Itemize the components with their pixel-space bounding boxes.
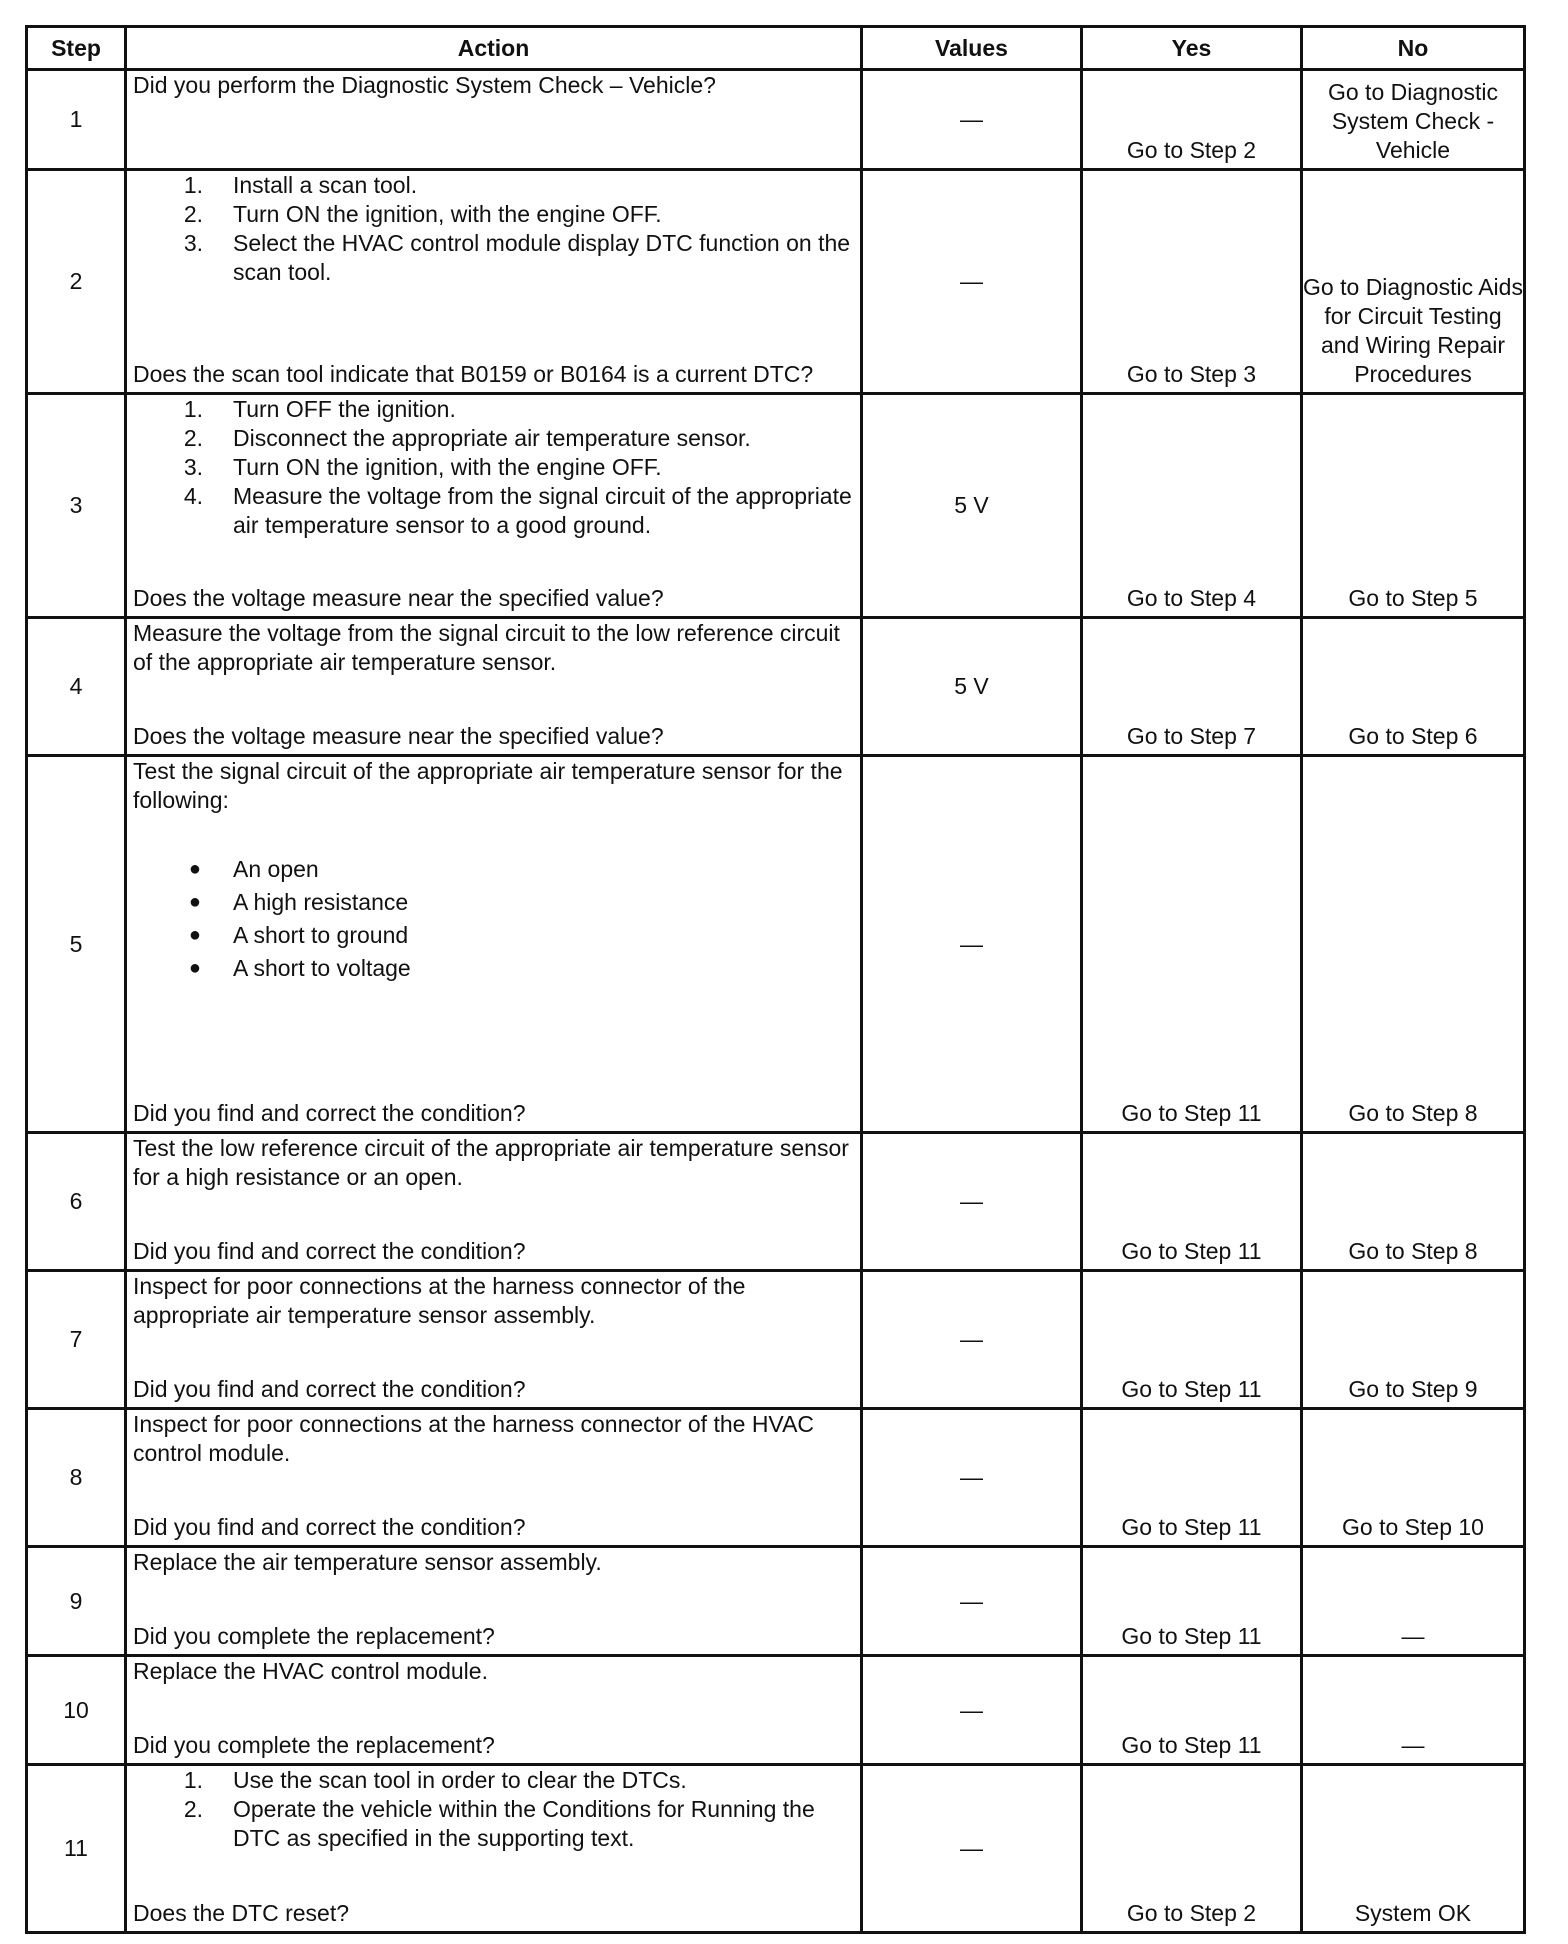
header-yes: Yes xyxy=(1082,27,1302,70)
table-row xyxy=(27,1656,1525,1765)
action-steps-list xyxy=(133,171,852,287)
value-cell: — xyxy=(862,1409,1082,1547)
list-item: ● A short to ground xyxy=(188,922,409,948)
no-target: Go to Step 8 xyxy=(1348,1238,1478,1264)
value-cell: — xyxy=(862,756,1082,1133)
table-row xyxy=(27,618,1525,756)
value-cell: — xyxy=(862,170,1082,394)
no-cell xyxy=(1302,1271,1525,1409)
no-cell xyxy=(1302,394,1525,618)
table-row xyxy=(27,394,1525,618)
list-item: 1. Turn OFF the ignition. xyxy=(183,396,456,422)
value-cell: 5 V xyxy=(862,618,1082,756)
value-cell: — xyxy=(862,1765,1082,1933)
no-target: Go to Step 10 xyxy=(1342,1514,1484,1540)
list-item: 1. Use the scan tool in order to clear the DTCs. xyxy=(183,1767,687,1793)
yes-target: Go to Step 11 xyxy=(1121,1376,1262,1402)
condition-list xyxy=(133,853,852,985)
list-item: 2. Operate the vehicle within the Conditions for Running the DTC as specified in the supporting text. xyxy=(183,1796,815,1851)
step-number: 1 xyxy=(27,70,126,170)
table-row xyxy=(27,1547,1525,1656)
table-row xyxy=(27,170,1525,394)
value-cell: 5 V xyxy=(862,394,1082,618)
no-target: — xyxy=(1401,1623,1425,1649)
diagnostic-table xyxy=(25,25,1526,1934)
action-instruction: Test the signal circuit of the appropriate air temperature sensor for the following: xyxy=(133,758,843,813)
yes-target: Go to Step 11 xyxy=(1121,1732,1262,1758)
yes-target: Go to Step 2 xyxy=(1126,137,1257,163)
yes-cell xyxy=(1082,1409,1302,1547)
no-cell xyxy=(1302,756,1525,1133)
table-row xyxy=(27,1765,1525,1933)
yes-cell xyxy=(1082,170,1302,394)
value-cell: — xyxy=(862,1547,1082,1656)
step-number: 6 xyxy=(27,1133,126,1271)
no-target: Go to Step 9 xyxy=(1348,1376,1478,1402)
action-instruction: Replace the air temperature sensor assembly. xyxy=(133,1549,602,1575)
no-cell xyxy=(1302,1656,1525,1765)
no-cell xyxy=(1302,1133,1525,1271)
yes-target: Go to Step 11 xyxy=(1121,1238,1262,1264)
yes-target: Go to Step 4 xyxy=(1126,585,1257,611)
action-question: Did you find and correct the condition? xyxy=(133,1100,526,1126)
table-row xyxy=(27,1271,1525,1409)
value-cell: — xyxy=(862,70,1082,170)
no-cell xyxy=(1302,1547,1525,1656)
action-cell xyxy=(126,756,862,1133)
action-question: Did you find and correct the condition? xyxy=(133,1514,526,1540)
step-number: 7 xyxy=(27,1271,126,1409)
action-question: Does the DTC reset? xyxy=(133,1900,350,1926)
no-target: Go to Step 8 xyxy=(1348,1100,1478,1126)
action-question: Did you find and correct the condition? xyxy=(133,1376,526,1402)
step-number: 2 xyxy=(27,170,126,394)
step-number: 3 xyxy=(27,394,126,618)
header-values: Values xyxy=(862,27,1082,70)
action-instruction: Replace the HVAC control module. xyxy=(133,1658,488,1684)
yes-target: Go to Step 2 xyxy=(1126,1900,1257,1926)
action-instruction: Inspect for poor connections at the harness connector of the HVAC control module. xyxy=(133,1411,815,1466)
step-number: 9 xyxy=(27,1547,126,1656)
action-cell xyxy=(126,1271,862,1409)
list-item: 1. Install a scan tool. xyxy=(183,172,418,198)
header-step: Step xyxy=(27,27,126,70)
header-row xyxy=(27,27,1525,70)
action-question: Does the voltage measure near the specified value? xyxy=(133,723,664,749)
action-question: Did you perform the Diagnostic System Check – Vehicle? xyxy=(133,72,716,98)
list-item: 4. Measure the voltage from the signal circuit of the appropriate air temperature sensor to a good ground. xyxy=(183,483,852,538)
step-number: 5 xyxy=(27,756,126,1133)
no-target: Go to Step 6 xyxy=(1348,723,1478,749)
list-item: 2. Turn ON the ignition, with the engine OFF. xyxy=(183,201,662,227)
value-cell: — xyxy=(862,1271,1082,1409)
action-question: Does the voltage measure near the specified value? xyxy=(133,585,664,611)
action-cell xyxy=(126,1409,862,1547)
yes-cell xyxy=(1082,394,1302,618)
action-cell xyxy=(126,618,862,756)
yes-cell xyxy=(1082,618,1302,756)
action-cell xyxy=(126,1547,862,1656)
table-row xyxy=(27,1409,1525,1547)
yes-target: Go to Step 3 xyxy=(1126,361,1257,387)
no-cell xyxy=(1302,1409,1525,1547)
list-item: 3. Select the HVAC control module display DTC function on the scan tool. xyxy=(183,230,851,285)
no-target: System OK xyxy=(1354,1900,1472,1926)
no-cell xyxy=(1302,1765,1525,1933)
action-instruction: Inspect for poor connections at the harness connector of the appropriate air temperature sensor assembly. xyxy=(133,1273,746,1328)
action-cell xyxy=(126,70,862,170)
action-question: Did you find and correct the condition? xyxy=(133,1238,526,1264)
action-instruction: Measure the voltage from the signal circuit to the low reference circuit of the appropriate air temperature sensor. xyxy=(133,620,840,675)
no-cell xyxy=(1302,70,1525,170)
action-cell xyxy=(126,1133,862,1271)
yes-target: Go to Step 11 xyxy=(1121,1623,1262,1649)
yes-target: Go to Step 11 xyxy=(1121,1100,1262,1126)
list-item: ● An open xyxy=(188,856,319,882)
no-target: Go to Step 5 xyxy=(1348,585,1478,611)
action-cell xyxy=(126,394,862,618)
list-item: ● A high resistance xyxy=(188,889,409,915)
action-steps-list xyxy=(133,1766,852,1853)
header-no: No xyxy=(1302,27,1525,70)
action-question: Did you complete the replacement? xyxy=(133,1623,495,1649)
table-row xyxy=(27,1133,1525,1271)
yes-cell xyxy=(1082,756,1302,1133)
step-number: 8 xyxy=(27,1409,126,1547)
yes-target: Go to Step 11 xyxy=(1121,1514,1262,1540)
step-number: 4 xyxy=(27,618,126,756)
yes-cell xyxy=(1082,1271,1302,1409)
yes-cell xyxy=(1082,1547,1302,1656)
no-target: Go to Diagnostic System Check - Vehicle xyxy=(1327,79,1499,163)
no-target: Go to Diagnostic Aids for Circuit Testing and Wiring Repair Procedures xyxy=(1303,274,1523,387)
no-cell xyxy=(1302,170,1525,394)
value-cell: — xyxy=(862,1656,1082,1765)
action-question: Did you complete the replacement? xyxy=(133,1732,495,1758)
table-row xyxy=(27,70,1525,170)
action-instruction: Test the low reference circuit of the appropriate air temperature sensor for a high resistance or an open. xyxy=(133,1135,849,1190)
action-cell xyxy=(126,1765,862,1933)
action-cell xyxy=(126,1656,862,1765)
no-cell xyxy=(1302,618,1525,756)
action-steps-list xyxy=(133,395,852,540)
yes-cell xyxy=(1082,70,1302,170)
list-item: ● A short to voltage xyxy=(188,955,411,981)
yes-cell xyxy=(1082,1133,1302,1271)
header-action: Action xyxy=(126,27,862,70)
table-row xyxy=(27,756,1525,1133)
list-item: 3. Turn ON the ignition, with the engine OFF. xyxy=(183,454,662,480)
no-target: — xyxy=(1401,1732,1425,1758)
yes-cell xyxy=(1082,1656,1302,1765)
yes-target: Go to Step 7 xyxy=(1126,723,1257,749)
list-item: 2. Disconnect the appropriate air temperature sensor. xyxy=(183,425,751,451)
step-number: 11 xyxy=(27,1765,126,1933)
action-cell xyxy=(126,170,862,394)
action-question: Does the scan tool indicate that B0159 or B0164 is a current DTC? xyxy=(133,361,814,387)
value-cell: — xyxy=(862,1133,1082,1271)
yes-cell xyxy=(1082,1765,1302,1933)
step-number: 10 xyxy=(27,1656,126,1765)
